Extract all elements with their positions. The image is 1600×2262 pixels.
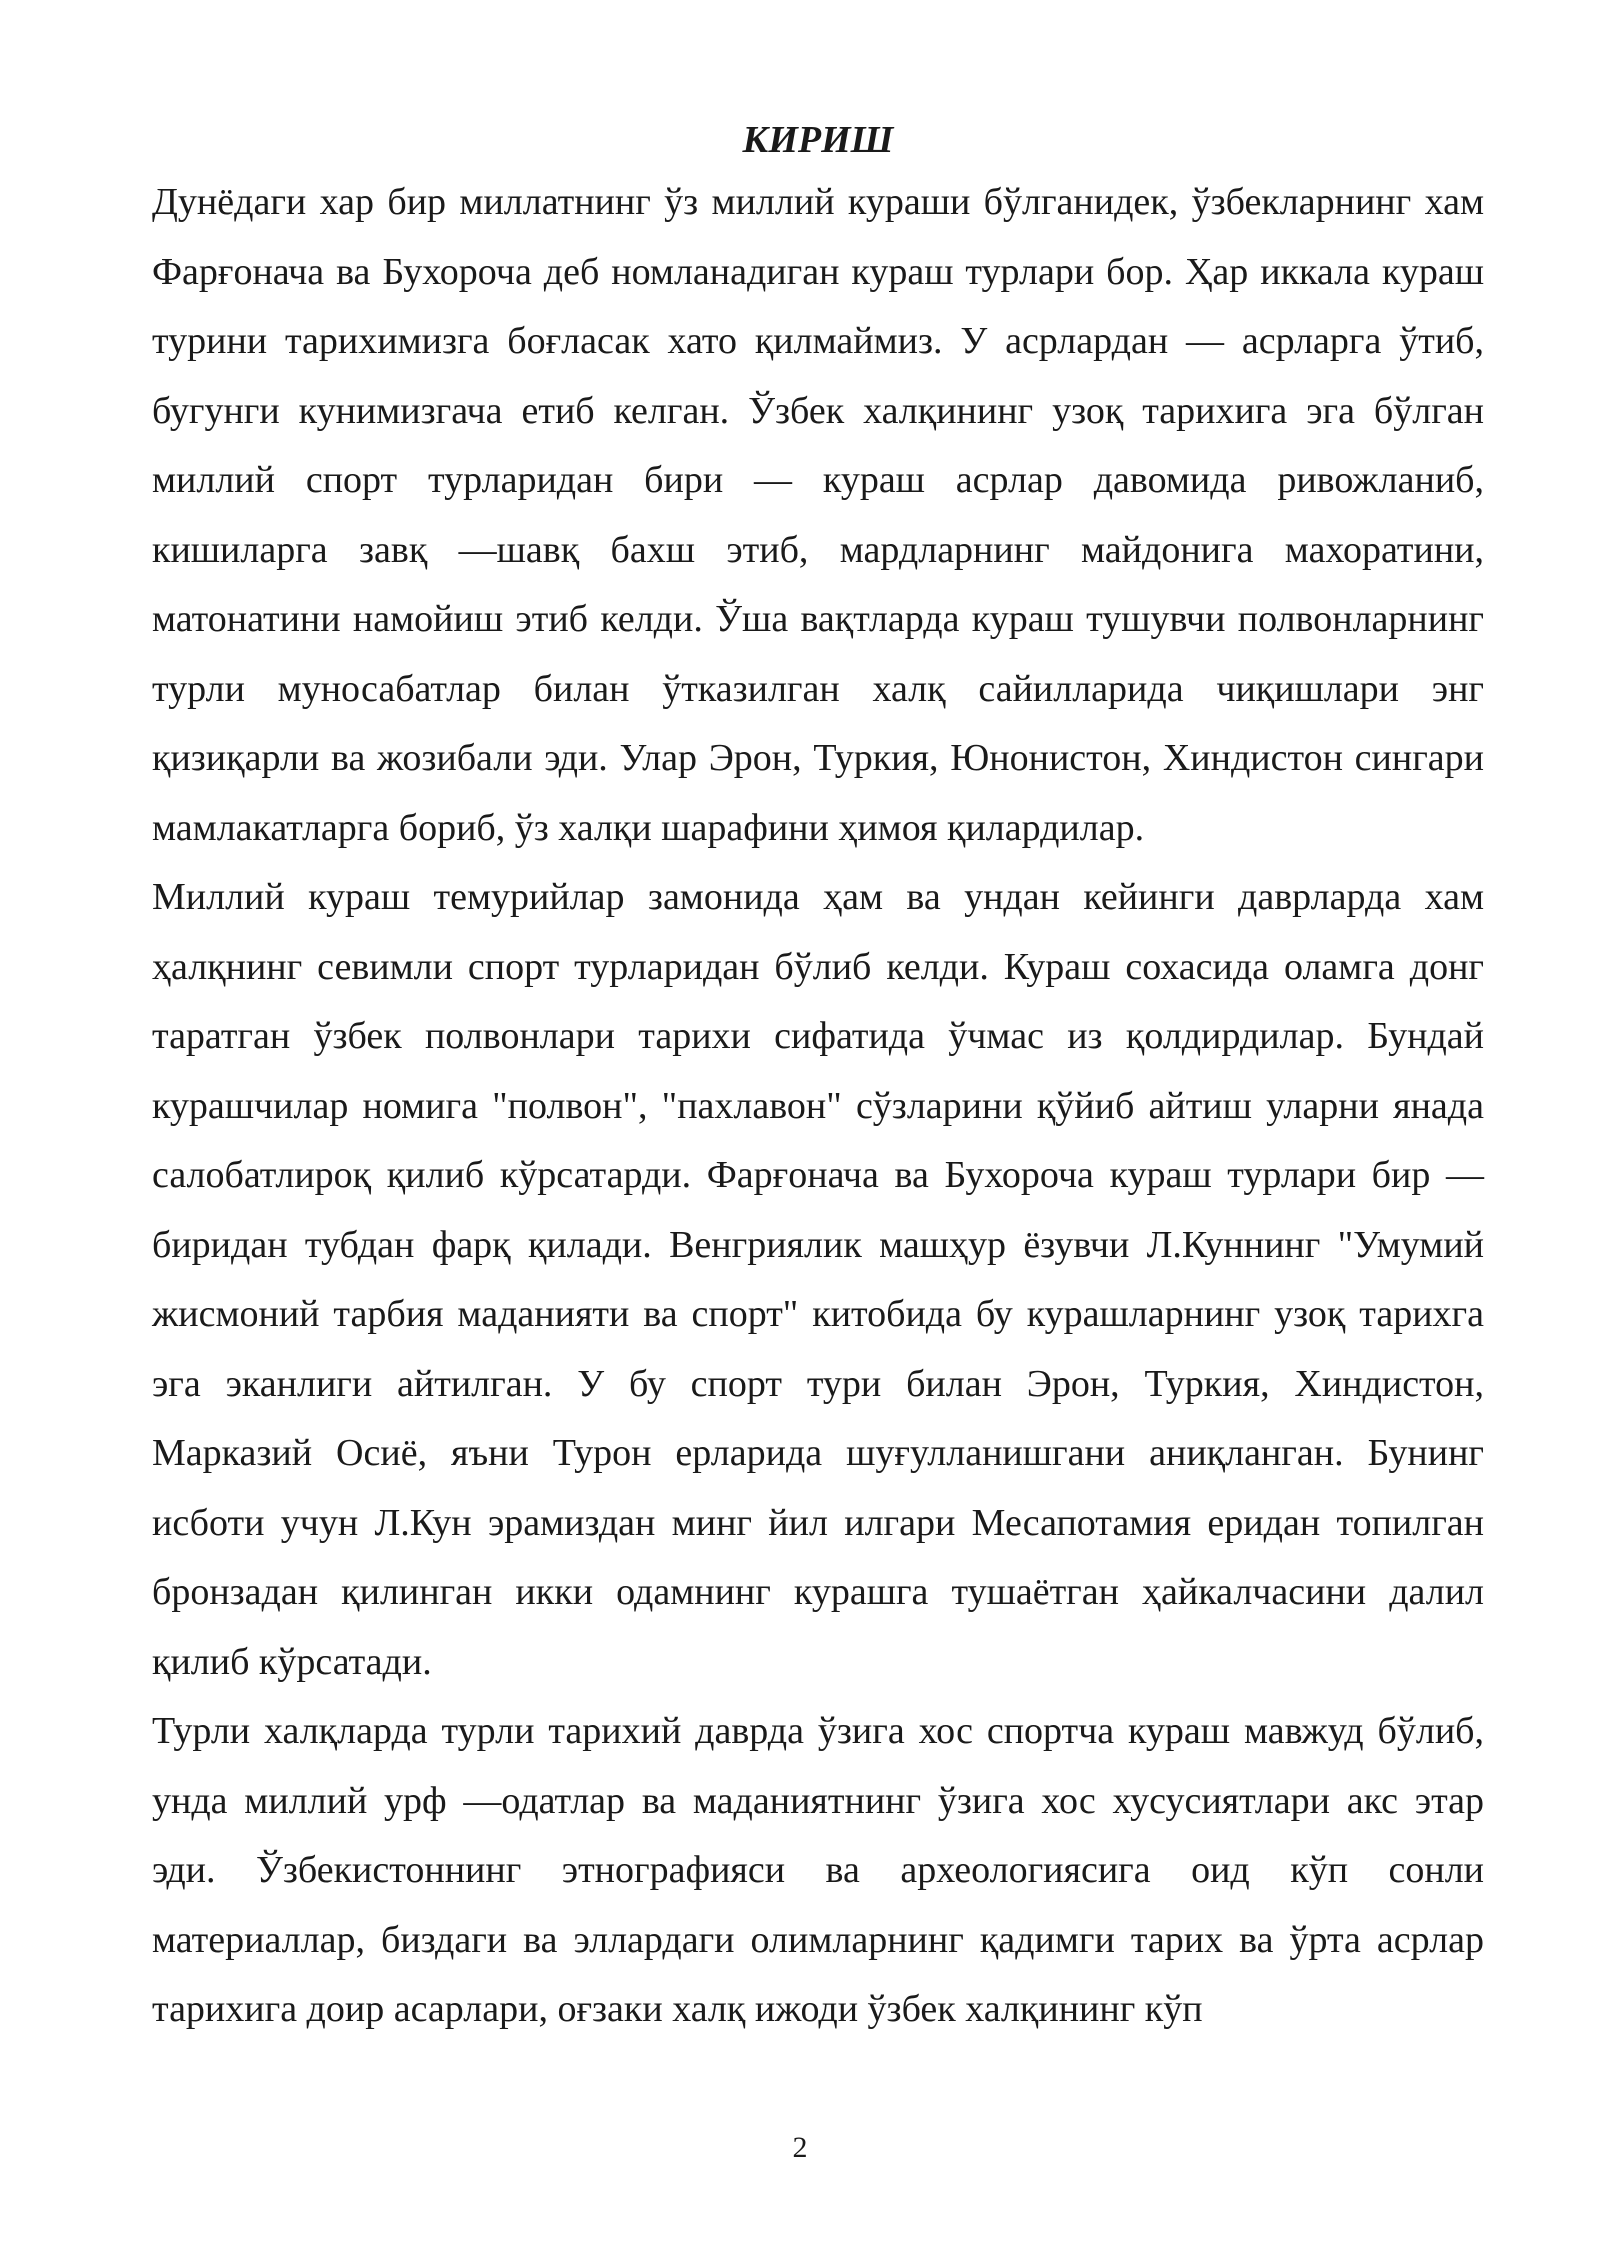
page-number: 2 xyxy=(792,2131,808,2164)
paragraph-1: Дунёдаги хар бир миллатнинг ўз миллий кураши бўлганидек, ўзбекларнинг хам Фарғонача ва Бухороча деб номланадиган кураш турлари бор. Ҳар иккала кураш турини тарихимизга боғласак хато қилмаймиз. У асрлардан — асрларга ўтиб, бугунги кунимизгача етиб келган. Ўзбек халқининг узоқ тарихига эга бўлган миллий спорт турларидан бири — кураш асрлар давомида ривожланиб, кишиларга завқ —шавқ бахш этиб, мардларнинг майдонига махоратини, матонатини намойиш этиб келди. Ўша вақтларда кураш тушувчи полвонларнинг турли муносабатлар билан ўтказилган халқ сайилларида чиқишлари энг қизиқарли ва жозибали эди. Улар Эрон, Туркия, Юнонистон, Хиндистон сингари мамлакатларга бориб, ўз халқи шарафини ҳимоя қилардилар. xyxy=(152,181,1484,849)
paragraph-3: Турли халқларда турли тарихий даврда ўзига хос спортча кураш мавжуд бўлиб, унда миллий урф —одатлар ва маданиятнинг ўзига хос хусусиятлари акс этар эди. Ўзбекистоннинг этнографияси ва археологиясига оид кўп сонли материаллар, биздаги ва эллардаги олимларнинг қадимги тарих ва ўрта асрлар тарихига доир асарлари, оғзаки халқ ижоди ўзбек халқининг кўп xyxy=(152,1710,1484,2030)
document-page xyxy=(152,112,1484,2045)
section-title: КИРИШ xyxy=(742,119,894,161)
paragraph-2: Миллий кураш темурийлар замонида ҳам ва ундан кейинги даврларда хам ҳалқнинг севимли спорт турларидан бўлиб келди. Кураш сохасида оламга донг таратган ўзбек полвонлари тарихи сифатида ўчмас из қолдирдилар. Бундай курашчилар номига "полвон", "пахлавон" сўзларини қўйиб айтиш уларни янада салобатлироқ қилиб кўрсатарди. Фарғонача ва Бухороча кураш турлари бир —биридан тубдан фарқ қилади. Венгриялик машҳур ёзувчи Л.Куннинг "Умумий жисмоний тарбия маданияти ва спорт" китобида бу курашларнинг узоқ тарихга эга эканлиги айтилган. У бу спорт тури билан Эрон, Туркия, Хиндистон, Марказий Осиё, яъни Турон ерларида шуғулланишгани аниқланган. Бунинг исботи учун Л.Кун эрамиздан минг йил илгари Месапотамия еридан топилган бронзадан қилинган икки одамнинг курашга тушаётган ҳайкалчасини далил қилиб кўрсатади. xyxy=(152,876,1484,1683)
